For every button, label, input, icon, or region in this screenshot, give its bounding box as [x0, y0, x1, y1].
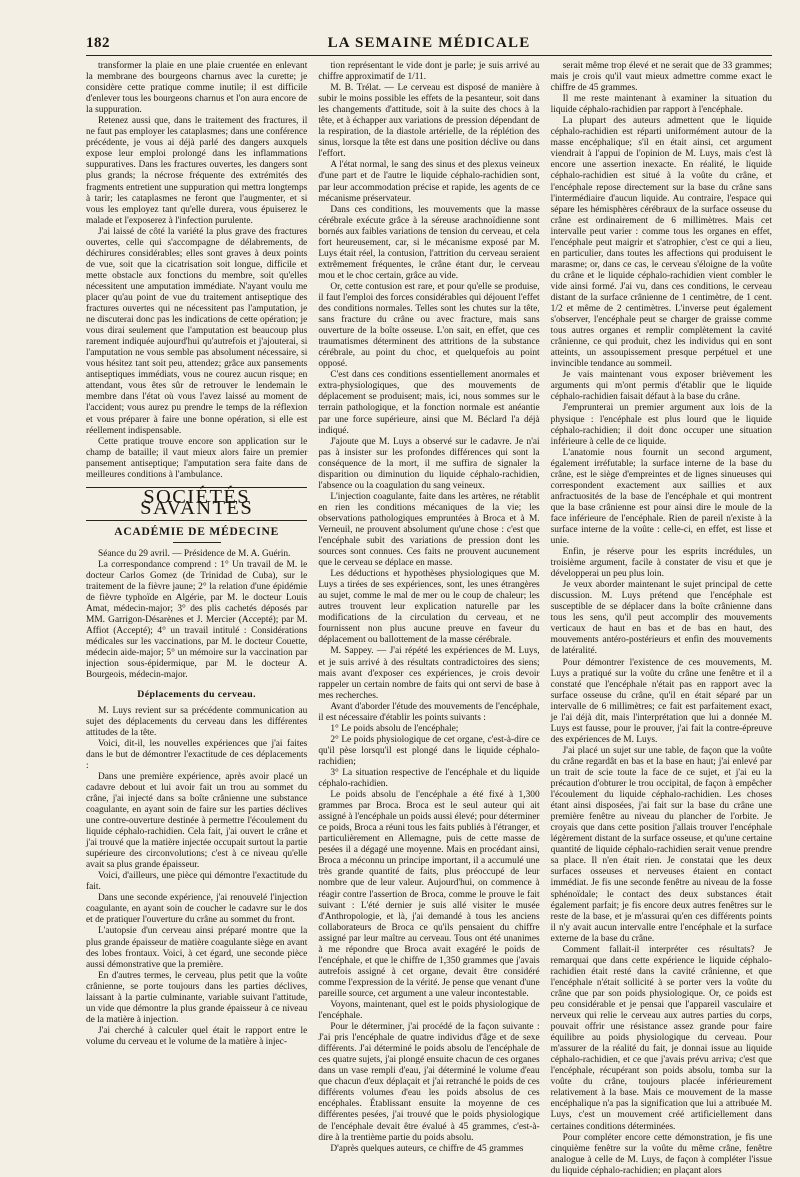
paragraph: Je veux aborder maintenant le sujet principal de cette discussion. M. Luys prétend que l'encéphale est susceptible de se déplacer dans la boîte crânienne dans tous les sens, qu'il peut accomplir des mouvements verticaux de haut en bas et de bas en haut, des mouvements antéro-postérieurs et enfin des mouvements de latéralité.: [550, 580, 772, 657]
column-3: [550, 61, 772, 1176]
section-title: SOCIÉTÉS SAVANTES: [140, 485, 254, 519]
seance-line: Séance du 29 avril. — Présidence de M. A. Guérin.: [98, 548, 291, 559]
paragraph: Or, cette contusion est rare, et pour qu'elle se produise, il faut l'emploi des forces considérables qui déjouent l'effet des conditions normales. Telles sont les chutes sur la tête, sans fracture du crâne ou avec fracture, mais sans ouverture de la boîte osseuse. L'on sait, en effet, que ces traumatismes déterminent des attritions de la substance cérébrale, au point du choc, et quelquefois au point opposé.: [318, 281, 540, 370]
subheading: Déplacements du cerveau.: [137, 689, 257, 701]
section-rule-bottom: [86, 520, 307, 521]
paragraph: Pour démontrer l'existence de ces mouvements, M. Luys a pratiqué sur la voûte du crâne une fenêtre et il a constaté que l'encéphale n'était pas en rapport avec la surface osseuse du crâne, qu'il en était séparé par un intervalle de 6 millimètres; ce fait est parfaitement exact, je l'ai déjà dit, mais l'interprétation que lui a donnée M. Luys est fausse, pour le prouver, j'ai fait la contre-épreuve des expériences de M. Luys.: [550, 657, 772, 745]
paragraph: C'est dans ces conditions essentiellement anormales et extra-physiologiques, que des mouvements de déplacement se produisent; mais, ici, nous sommes sur le terrain pathologique, et la fonction normale est anéantie par une force supérieure, ainsi que M. Béclard l'a déjà indiqué.: [318, 370, 540, 436]
page-number: 182: [86, 35, 110, 51]
paragraph: Cette pratique trouve encore son application sur le champ de bataille; il vaut mieux alors faire un premier pansement antiseptique; l'amputation sera faite dans de meilleures conditions à l'ambulance.: [86, 436, 308, 480]
paragraph: Je vais maintenant vous exposer brièvement les arguments qui m'ont permis d'établir que le liquide céphalo-rachidien faisait défaut à la base du crâne.: [550, 370, 772, 403]
paragraph: Dans une seconde expérience, j'ai renouvelé l'injection coagulante, en ayant soin de coucher le cadavre sur le dos et de pratiquer l'ouverture du crâne au sommet du front.: [86, 893, 308, 926]
paragraph: En d'autres termes, le cerveau, plus petit que la voûte crânienne, se porte toujours dans les parties déclives, laissant à la partie culminante, variable suivant l'attitude, un vide que démontre la plus grande épaisseur à ce niveau de la matière à injection.: [86, 970, 308, 1025]
paragraph: J'ai cherché à calculer quel était le rapport entre le volume du cerveau et le volume de la matière à injec-: [86, 1025, 308, 1047]
paragraph: 1° Le poids absolu de l'encéphale;: [330, 723, 459, 734]
paragraph: La plupart des auteurs admettent que le liquide céphalo-rachidien est réparti uniformément autour de la masse encéphalique; s'il en était ainsi, cet argument viendrait à l'appui de l'opinion de M. Luys, mais c'est là encore une assertion inexacte. En réalité, le liquide céphalo-rachidien est situé à la voûte du crâne, et l'encéphale repose directement sur la base du crâne sans l'intermédiaire d'aucun liquide. Au contraire, l'espace qui sépare les hémisphères cérébraux de la surface osseuse du crâne est ordinairement de 6 millimètres. Mais cet intervalle peut varier : comme tous les organes en effet, l'encéphale peut maigrir et s'atrophier, c'est ce qui a lieu, en particulier, dans toutes les affections qui produisent le marasme; or, dans ce cas, le cerveau s'éloigne de la voûte du crâne et le liquide céphalo-rachidien vient combler le vide ainsi formé. J'ai vu, dans ces conditions, le cerveau distant de la surface crânienne de 1 centimètre, de 1 cent. 1/2 et même de 2 centimètres. L'inverse peut également s'observer, l'encéphale peut se charger de graisse comme tous autres organes et remplir complètement la cavité crânienne, ce qui produit, chez les individus qui en sont atteints, un assoupissement presque perpétuel et une invincible tendance au sommeil.: [550, 116, 772, 370]
column-1-top-paragraphs: [86, 61, 307, 481]
paragraph: L'autopsie d'un cerveau ainsi préparé montre que la plus grande épaisseur de matière coagulante siège en avant des lobes frontaux. Voici, à cet égard, une seconde pièce aussi démonstrative que la première.: [86, 926, 308, 970]
paragraph: transformer la plaie en une plaie cruentée en enlevant la membrane des bourgeons charnus avec la curette; je considère cette pratique comme inutile; il est difficile d'enlever tous les bourgeons charnus et l'on aura encore de la suppuration.: [86, 61, 308, 116]
paragraph: Voici, dit-il, les nouvelles expériences que j'ai faites dans le but de démontrer l'exactitude de ces déplacements :: [86, 738, 308, 771]
correspondence-paragraphs: [86, 560, 307, 682]
paragraph: Pour le déterminer, j'ai procédé de la façon suivante : J'ai pris l'encéphale de quatre individus d'âge et de sexe différents. J'ai déterminé le poids absolu de l'encéphale de ces quatre sujets, j'ai plongé ensuite chacun de ces organes dans un vase rempli d'eau, j'ai déterminé le volume d'eau que chacun d'eux déplaçait et j'ai retranché le poids de ces différents volumes d'eau les poids absolus de ces encéphales. Établissant ensuite la moyenne de ces différentes pesées, j'ai trouvé que le poids physiologique de l'encéphale devait être évalué à 45 grammes, c'est-à-dire à la trentième partie du poids absolu.: [318, 1022, 540, 1143]
paragraph: J'ai placé un sujet sur une table, de façon que la voûte du crâne regardât en bas et la base en haut; j'ai enlevé par un trait de scie toute la face de ce sujet, et j'ai eu la précaution d'obturer le trou occipital, de façon à empêcher l'écoulement du liquide céphalo-rachidien. Les choses étant ainsi disposées, j'ai fait sur la base du crâne une première fenêtre au niveau du plancher de l'orbite. Je croyais que dans cette position j'allais trouver l'encéphale légèrement distant de la surface osseuse, et qu'une certaine quantité de liquide céphalo-rachidien serait venue prendre sa place. Il n'en était rien. Je constatai que les deux surfaces osseuses et nerveuses étaient en contact immédiat. Je fis une seconde fenêtre au niveau de la fosse sphénoïdale; le contact des deux substances était également parfait; je fis encore deux autres fenêtres sur le reste de la base, et je m'assurai qu'en ces différents points il n'y avait aucun intervalle entre l'encéphale et la surface externe de la base du crâne.: [550, 745, 772, 944]
paragraph: M. Sappey. — J'ai répété les expériences de M. Luys, et je suis arrivé à des résultats contradictoires des siens; mais avant d'exposer ces expériences, je crois devoir rappeler un certain nombre de faits qui ont servi de base à mes recherches.: [318, 646, 540, 701]
paragraph: L'anatomie nous fournit un second argument, également irréfutable; la surface interne de la base du crâne, est le siège d'empreintes et de lignes sinueuses qui correspondent exactement aux saillies et aux anfractuosités de la base de l'encéphale et qui montrent que la base crânienne est pour ainsi dire le moule de la face inférieure de l'encéphale. Rien de pareil n'existe à la surface interne de la voûte : celle-ci, en effet, est lisse et unie.: [550, 447, 772, 547]
paragraph: serait même trop élevé et ne serait que de 33 grammes; mais je crois qu'il vaut mieux admettre comme exact le chiffre de 45 grammes.: [550, 61, 772, 94]
paragraph: tion représentant le vide dont je parle; je suis arrivé au chiffre approximatif de 1/11.: [318, 61, 540, 83]
paragraph: J'ai laissé de côté la variété la plus grave des fractures ouvertes, celle qui s'accompagne de délabrements, de déchirures considérables; elles sont graves à deux points de vue, soit que la cicatrisation soit longue, difficile et mette obstacle aux fonctions du membre, soit qu'elles nécessitent une amputation immédiate. N'ayant voulu me placer qu'au point de vue du traitement antiseptique des fractures ouvertes qui ne nécessitent pas l'amputation, je ne discuterai donc pas les indications de cette opération; je vous dirai seulement que l'amputation est beaucoup plus rarement indiquée aujourd'hui qu'autrefois et j'ajouterai, si l'amputation ne vous semble pas absolument nécessaire, si vous hésitez tant soit peu, attendez; grâce aux pansements antiseptiques immédiats, vous ne courez aucun risque; en attendant, vous êtes sûr de retrouver le lendemain le membre dans l'état où vous l'avez laissé au moment de l'accident; vous aurez pu prendre le temps de la réflexion et vous préparer à faire une bonne opération, si elle est réellement indispensable.: [86, 226, 308, 436]
paragraph: Dans ces conditions, les mouvements que la masse cérébrale exécute grâce à la séreuse arachnoïdienne sont bornés aux faibles variations de tension du cerveau, et cela fort heureusement, car, si le mécanisme exposé par M. Luys était réel, la contusion, l'attrition du cerveau seraient extrêmement fréquentes, le crâne étant dur, le cerveau mou et le choc certain, grâce au vide.: [318, 204, 540, 281]
paragraph: L'injection coagulante, faite dans les artères, ne rétablit en rien les conditions mécaniques de la vie; les observations pathologiques empruntées à Broca et à M. Verneuil, ne prouvent absolument qu'une chose : c'est que l'encéphale subit des variations de pression dont les sources sont connues. Ces faits ne prouvent aucunement que le cerveau se déplace en masse.: [318, 491, 540, 569]
paragraph: Enfin, je réserve pour les esprits incrédules, un troisième argument, facile à constater de visu et que je développerai un peu plus loin.: [550, 547, 772, 580]
paragraph: M. B. Trélat. — Le cerveau est disposé de manière à subir le moins possible les effets de la pesanteur, soit dans les changements d'attitude, soit à la suite des chocs à la tête, et à échapper aux variations de pression dépendant de la respiration, de la diastole artérielle, de la réplétion des sinus, lorsque la tête est dans une position déclive ou dans l'effort.: [318, 83, 540, 160]
column-1-bottom-paragraphs: [86, 706, 307, 1048]
paragraph: Voyons, maintenant, quel est le poids physiologique de l'encéphale.: [318, 999, 540, 1022]
paragraph: A l'état normal, le sang des sinus et des plexus veineux d'une part et de l'autre le liquide céphalo-rachidien sont, par leur accommodation précise et rapide, les agents de ce mécanisme préservateur.: [318, 160, 540, 204]
paragraph: M. Luys revient sur sa précédente communication au sujet des déplacements du cerveau dans les différentes attitudes de la tête.: [86, 705, 308, 738]
paragraph: 2° Le poids physiologique de cet organe, c'est-à-dire ce qu'il pèse lorsqu'il est plongé dans le liquide céphalo-rachidien;: [318, 734, 540, 767]
paragraph: Retenez aussi que, dans le traitement des fractures, il ne faut pas employer les cataplasmes; dans une conférence précédente, je vous ai déjà parlé des dangers auxquels expose leur emploi prolongé dans les inflammations suppuratives. Dans les fractures ouvertes, les dangers sont plus grands; la nécrose fréquente des extrémités des fragments entretient une suppuration qui mettra longtemps à tarir; les cataplasmes ne feront que l'augmenter, et si vous les employez tant qu'elle durera, vous épuiserez le malade et l'exposerez à l'infection purulente.: [86, 116, 308, 226]
paragraph: Voici, d'ailleurs, une pièce qui démontre l'exactitude du fait.: [86, 871, 308, 893]
paragraph: J'emprunterai un premier argument aux lois de la physique : l'encéphale est plus lourd que le liquide céphalo-rachidien; il doit donc occuper une situation inférieure à celle de ce liquide.: [550, 403, 772, 447]
paragraph: La correspondance comprend : 1° Un travail de M. le docteur Carlos Gomez (de Trinidad de Cuba), sur le traitement de la fièvre jaune; 2° la relation d'une épidémie de fièvre typhoïde en Algérie, par M. le docteur Louis Amat, médecin-major; 3° des plis cachetés déposés par MM. Garrigon-Désarènes et J. Mercier (Accepté); par M. Affiot (Accepté); 4° un travail intitulé : Considérations médicales sur les vaccinations, par M. le docteur Couette, médecin aide-major; 5° un mémoire sur la vaccination par injection sous-épidermique, par M. le docteur A. Bourgeois, médecin-major.: [86, 559, 308, 681]
paragraph: Dans une première expérience, après avoir placé un cadavre debout et lui avoir fait un trou au sommet du crâne, j'ai injecté dans sa boîte crânienne une substance coagulante, en ayant soin de faire sur les parties déclives une contre-ouverture destinée à permettre l'écoulement du liquide céphalo-rachidien. Cela fait, j'ai ouvert le crâne et j'ai trouvé que la matière injectée occupait surtout la partie supérieure des circonvolutions; c'est à ce niveau qu'elle avait sa plus grande épaisseur.: [86, 771, 308, 871]
paragraph: Comment fallait-il interpréter ces résultats? Je remarquai que dans cette expérience le liquide céphalo-rachidien était resté dans la cavité crânienne, et que l'encéphale n'était sollicité à se porter vers la voûte du crâne que par son poids physiologique. Or, ce poids est peu considérable et je pensai que l'appareil vasculaire et nerveux qui relie le cerveau aux autres parties du corps, pouvait offrir une résistance assez grande pour faire équilibre au poids physiologique du cerveau. Pour m'assurer de la réalité du fait, je donnai issue au liquide céphalo-rachidien, et ce que j'avais prévu arriva; c'est que l'encéphale, récupérant son poids absolu, tomba sur la voûte du crâne, toujours placée inférieurement relativement à la base. Mais ce mouvement de la masse encéphalique n'a pas la signification que lui a attribuée M. Luys, c'est un mouvement créé artificiellement dans certaines conditions déterminées.: [550, 944, 772, 1132]
paragraph: 3° La situation respective de l'encéphale et du liquide céphalo-rachidien.: [318, 768, 540, 790]
paragraph: J'ajoute que M. Luys a observé sur le cadavre. Je n'ai pas à insister sur les profondes différences qui sont la conséquence de la mort, il me suffira de signaler la disparition ou diminution du liquide céphalo-rachidien, l'absence ou la coagulation du sang veineux.: [318, 436, 540, 491]
page-header: [86, 30, 772, 56]
paragraph: Il me reste maintenant à examiner la situation du liquide céphalo-rachidien par rapport à l'encéphale.: [550, 94, 772, 116]
column-1: [86, 61, 307, 1101]
paragraph: D'après quelques auteurs, ce chiffre de 45 grammes: [330, 1143, 524, 1154]
paragraph: Le poids absolu de l'encéphale a été fixé à 1,300 grammes par Broca. Broca est le seul auteur qui ait assigné à l'encéphale un poids aussi élevé; pour déterminer ce poids, Broca a réuni tous les faits publiés à l'étranger, et particulièrement en Allemagne, puis de cette masse de pesées il a dégagé une moyenne. Mais en procédant ainsi, Broca a méconnu un principe important, il a accumulé une très grande quantité de faits, plus préoccupé de leur nombre que de leur valeur. Aujourd'hui, on commence à réagir contre l'assertion de Broca, comme le prouve le fait suivant : L'été dernier je suis allé visiter le musée d'Anthropologie, et là, j'ai demandé à tous les anciens collaborateurs de Broca ce qu'ils pensaient du chiffre assigné par leur maître au cerveau. Tous ont été unanimes à me répondre que Broca avait exagéré le poids de l'encéphale, et que le chiffre de 1,350 grammes que j'avais autrefois assigné à cet organe, devait être considéré comme l'expression de la vérité. Je pense que venant d'une pareille source, cet argument a une valeur incontestable.: [318, 790, 540, 999]
text-columns: [86, 61, 772, 1176]
column-2: [318, 61, 540, 1154]
paragraph: Pour compléter encore cette démonstration, je fis une cinquième fenêtre sur la voûte du même crâne, fenêtre analogue à celle de M. Luys, de façon à compléter l'issue du liquide céphalo-rachidien; en plaçant alors: [550, 1132, 772, 1176]
academy-title: ACADÉMIE DE MÉDECINE: [114, 525, 280, 538]
paragraph: Les déductions et hypothèses physiologiques que M. Luys a tirées de ses expériences, sont, les unes étrangères au sujet, comme le mal de mer ou le coup de chaleur; les autres trouvent leur explication naturelle par les modifications de la circulation du cerveau, et ne fournissent non plus aucune preuve en faveur du déplacement ou ballottement de la masse cérébrale.: [318, 569, 540, 646]
running-title: LA SEMAINE MÉDICALE: [327, 35, 531, 51]
paragraph: Avant d'aborder l'étude des mouvements de l'encéphale, il est nécessaire d'établir les points suivants :: [318, 701, 540, 723]
academy-rule: [173, 542, 221, 543]
